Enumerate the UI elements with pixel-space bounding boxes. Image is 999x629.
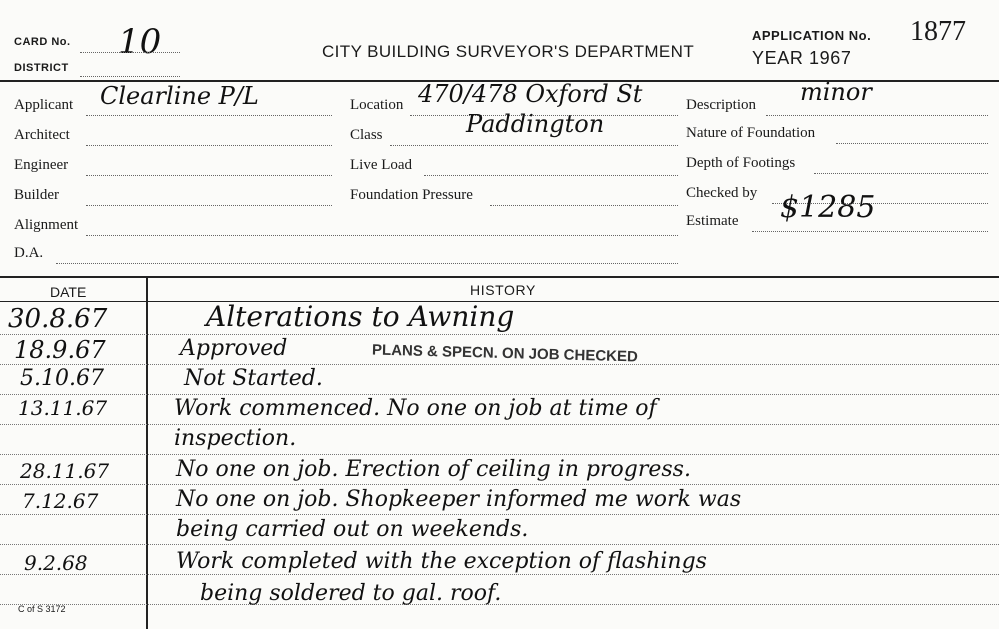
entry-text: Alterations to Awning: [206, 300, 515, 333]
estimate-label: Estimate: [686, 213, 739, 229]
engineer-line: [86, 175, 332, 176]
description-label: Description: [686, 97, 756, 113]
entry-date: 13.11.67: [18, 396, 108, 420]
entry-date: 28.11.67: [20, 459, 110, 483]
entry-text: Work completed with the exception of flashings: [176, 549, 707, 574]
ruled-line: [0, 544, 999, 545]
depth-of-footings-label: Depth of Footings: [686, 155, 796, 171]
entry-text: No one on job. Erection of ceiling in progress.: [176, 457, 691, 482]
card-no-label: CARD No.: [14, 36, 71, 48]
depth-line: [814, 173, 988, 174]
entry-text: No one on job. Shopkeeper informed me work was: [176, 487, 742, 512]
history-top-rule: [0, 276, 999, 278]
application-label: APPLICATION No.: [752, 28, 872, 43]
form-code: C of S 3172: [18, 604, 66, 614]
entry-date: 18.9.67: [14, 336, 106, 364]
entry-text: Approved: [180, 336, 288, 361]
entry-text: Work commenced. No one on job at time of: [174, 396, 657, 421]
applicant-line: [86, 115, 332, 116]
applicant-value: Clearline P/L: [100, 82, 259, 110]
entry-text: inspection.: [174, 426, 297, 451]
description-line: [766, 115, 988, 116]
history-header: HISTORY: [470, 282, 536, 298]
entry-date: 5.10.67: [20, 366, 104, 391]
live-load-line: [424, 175, 678, 176]
architect-label: Architect: [14, 127, 70, 143]
class-label: Class: [350, 127, 383, 143]
card-no-value: 10: [118, 22, 162, 62]
entry-date: 9.2.68: [24, 551, 88, 575]
entry-text: being carried out on weekends.: [176, 517, 529, 542]
department-title: CITY BUILDING SURVEYOR'S DEPARTMENT: [322, 42, 695, 61]
class-line: [390, 145, 678, 146]
builder-label: Builder: [14, 187, 59, 203]
da-line: [56, 263, 678, 264]
district-label: DISTRICT: [14, 62, 69, 74]
applicant-label: Applicant: [14, 97, 74, 113]
da-label: D.A.: [14, 245, 44, 261]
application-number: 1877: [910, 16, 966, 47]
engineer-label: Engineer: [14, 157, 69, 173]
entry-text: being soldered to gal. roof.: [200, 581, 502, 606]
estimate-value: $1285: [780, 190, 876, 225]
ruled-line: [0, 394, 999, 395]
location-label: Location: [350, 97, 404, 113]
alignment-line: [86, 235, 678, 236]
nature-line: [836, 143, 988, 144]
entry-text: Not Started.: [184, 366, 323, 391]
ruled-line: [0, 364, 999, 365]
card-no-line: [80, 52, 180, 53]
estimate-line: [752, 231, 988, 232]
alignment-label: Alignment: [14, 217, 79, 233]
ruled-line: [0, 424, 999, 425]
date-header: DATE: [50, 284, 87, 300]
ruled-line: [0, 574, 999, 575]
entry-date: 30.8.67: [8, 304, 108, 334]
builder-line: [86, 205, 332, 206]
ruled-line: [0, 514, 999, 515]
nature-of-foundation-label: Nature of Foundation: [686, 125, 816, 141]
ruled-line: [0, 484, 999, 485]
ruled-line: [0, 454, 999, 455]
live-load-label: Live Load: [350, 157, 413, 173]
district-line: [80, 76, 180, 77]
checked-by-label: Checked by: [686, 185, 758, 201]
entry-date: 7.12.67: [22, 489, 99, 513]
location-value-suburb: Paddington: [466, 110, 605, 138]
location-value-street: 470/478 Oxford St: [418, 80, 643, 108]
architect-line: [86, 145, 332, 146]
ruled-line: [0, 334, 999, 335]
foundation-pressure-line: [490, 205, 678, 206]
application-year: YEAR 1967: [752, 48, 852, 68]
description-value: minor: [800, 78, 872, 106]
foundation-pressure-label: Foundation Pressure: [350, 187, 473, 203]
checked-stamp: PLANS & SPECN. ON JOB CHECKED: [371, 341, 639, 366]
